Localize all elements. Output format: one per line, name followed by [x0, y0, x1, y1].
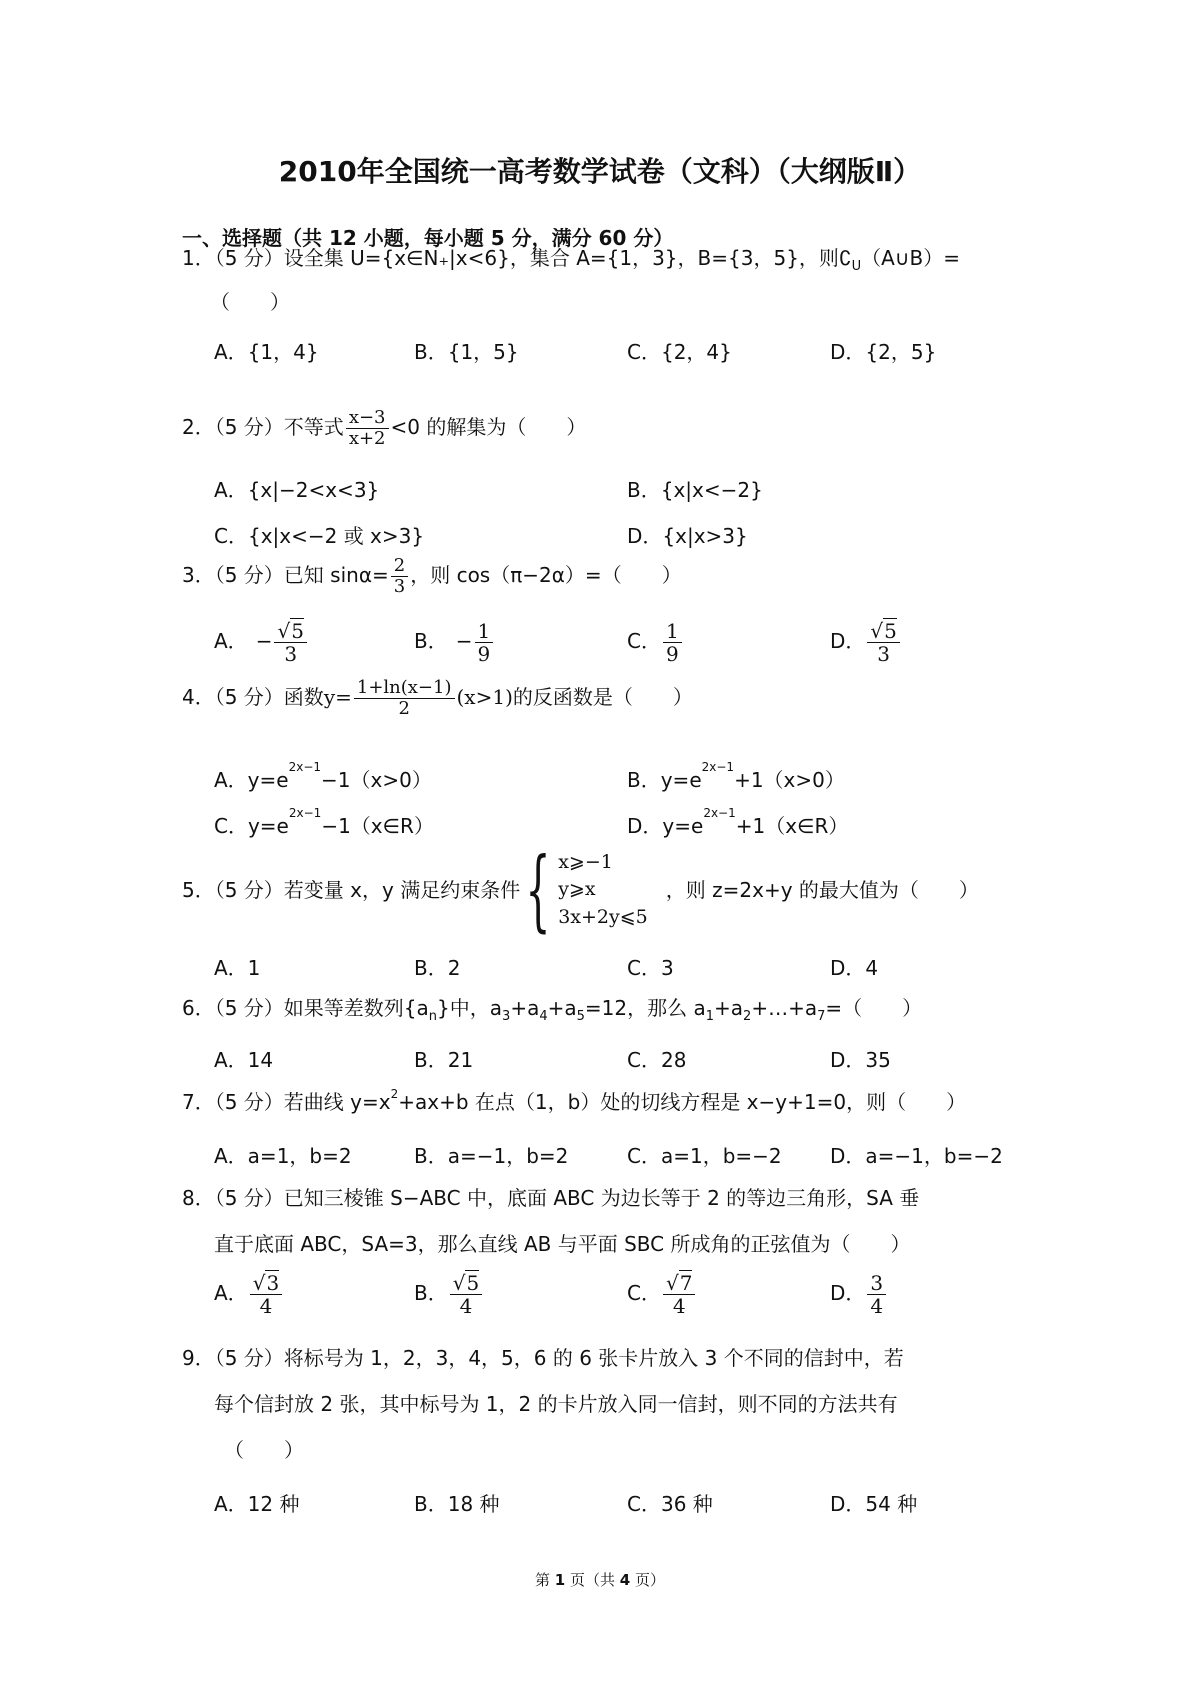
- q7-option-a: A．a=1，b=2: [214, 1144, 352, 1168]
- inequality-fraction: [346, 408, 389, 449]
- fraction-denominator: x+2: [348, 427, 386, 449]
- q6-subscript: 3: [502, 1009, 511, 1024]
- radicand: 7: [679, 1271, 693, 1295]
- option-label: C．: [627, 1281, 661, 1305]
- q6-text: +a: [547, 996, 577, 1020]
- q6-text: =12，那么 a: [584, 996, 706, 1020]
- q9-option-b: B．18 种: [414, 1492, 500, 1516]
- q4-option-b: [627, 760, 845, 793]
- q6-text: +…+a: [751, 996, 818, 1020]
- q6-option-d: D．35: [830, 1048, 891, 1072]
- q7-text: 7．（5 分）若曲线 y=x: [182, 1090, 391, 1114]
- radicand: 5: [466, 1271, 480, 1295]
- option-fraction: [867, 1272, 886, 1317]
- question-2-post: <0 的解集为（ ）: [390, 414, 587, 439]
- question-7: [182, 1087, 967, 1114]
- q6-subscript: 5: [576, 1009, 585, 1024]
- q6-option-c: C．28: [627, 1048, 687, 1072]
- q3-option-c: [627, 620, 684, 665]
- q5-option-a: A．1: [214, 956, 261, 980]
- option-rest: −1（x∈R）: [321, 814, 434, 838]
- option-fraction: [867, 620, 899, 665]
- exponent: 2x−1: [288, 806, 322, 820]
- q1-option-c: C．{2，4}: [627, 340, 732, 364]
- footer-total-pages: 4: [619, 1571, 631, 1589]
- sqrt-symbol: √: [870, 619, 884, 643]
- option-text: C．y=e: [214, 814, 289, 838]
- question-9-line-2: 每个信封放 2 张，其中标号为 1，2 的卡片放入同一信封，则不同的方法共有: [214, 1392, 898, 1416]
- question-4: [182, 678, 693, 719]
- option-text: D．y=e: [627, 814, 704, 838]
- q6-text: 6．（5 分）如果等差数列{a: [182, 996, 429, 1020]
- question-1-text: 1．（5 分）设全集 U={x∈N₊|x<6}，集合 A={1，3}，B={3，5}，则∁: [182, 246, 852, 270]
- footer-mid: 页（共: [565, 1571, 620, 1589]
- section-heading: 一、选择题（共 12 小题，每小题 5 分，满分 60 分）: [182, 226, 674, 250]
- sin-fraction: [391, 556, 408, 597]
- constraint-line: x⩾−1: [558, 850, 613, 873]
- constraint-system: [520, 838, 648, 941]
- option-fraction: [250, 1272, 282, 1317]
- fraction-denominator: 9: [477, 642, 491, 666]
- q7-option-b: B．a=−1，b=2: [414, 1144, 569, 1168]
- option-label: C．: [627, 629, 661, 653]
- q7-text: +ax+b 在点（1，b）处的切线方程是 x−y+1=0，则（ ）: [398, 1090, 967, 1114]
- fraction-numerator: 1+ln(x−1): [354, 678, 455, 699]
- option-rest: +1（x>0）: [734, 768, 845, 792]
- q6-text: +a: [714, 996, 744, 1020]
- question-9-blank: （ ）: [224, 1438, 304, 1462]
- fraction-denominator: 3: [284, 642, 298, 666]
- question-8-line-1: 8．（5 分）已知三棱锥 S−ABC 中，底面 ABC 为边长等于 2 的等边三角形，SA 垂: [182, 1186, 920, 1210]
- q9-option-d: D．54 种: [830, 1492, 918, 1516]
- question-3-pre: 3．（5 分）已知 sinα=: [182, 562, 389, 587]
- function-y: y=: [323, 684, 352, 709]
- sqrt-symbol: √: [665, 1271, 679, 1295]
- q6-text: }中，a: [437, 996, 503, 1020]
- question-1: [182, 246, 960, 274]
- fraction-denominator: 4: [259, 1294, 273, 1318]
- question-2-pre: 2．（5 分）不等式: [182, 414, 344, 439]
- option-fraction: [663, 620, 682, 665]
- radicand: 3: [266, 1271, 280, 1295]
- fraction-denominator: 9: [665, 642, 679, 666]
- q6-option-a: A．14: [214, 1048, 274, 1072]
- q9-option-a: A．12 种: [214, 1492, 300, 1516]
- fraction-denominator: 3: [877, 642, 891, 666]
- q9-option-c: C．36 种: [627, 1492, 713, 1516]
- q1-option-a: A．{1，4}: [214, 340, 319, 364]
- exponent: 2x−1: [701, 760, 735, 774]
- q3-option-d: [830, 620, 902, 665]
- option-label: B．: [414, 629, 448, 653]
- q7-option-c: C．a=1，b=−2: [627, 1144, 782, 1168]
- sqrt-symbol: √: [452, 1271, 466, 1295]
- fraction-denominator: 2: [398, 697, 410, 719]
- question-5-pre: 5．（5 分）若变量 x，y 满足约束条件: [182, 878, 521, 902]
- function-condition: (x>1): [456, 684, 513, 709]
- q3-option-a: [214, 620, 309, 665]
- exponent: 2x−1: [288, 760, 322, 774]
- option-fraction: [475, 620, 494, 665]
- sqrt-symbol: √: [252, 1271, 266, 1295]
- q8-option-a: [214, 1272, 284, 1317]
- q6-subscript: 2: [743, 1009, 752, 1024]
- option-text: B．y=e: [627, 768, 702, 792]
- q6-subscript: 1: [705, 1009, 715, 1024]
- constraint-line: 3x+2y⩽5: [558, 905, 648, 928]
- q6-text: =（ ）: [825, 996, 923, 1020]
- minus-sign: −: [455, 629, 473, 653]
- q2-option-b: B．{x|x<−2}: [627, 478, 763, 502]
- q6-subscript: n: [428, 1009, 438, 1024]
- option-rest: −1（x>0）: [321, 768, 432, 792]
- q5-option-d: D．4: [830, 956, 879, 980]
- fraction-numerator: 1: [663, 620, 682, 643]
- q4-option-c: [214, 806, 434, 839]
- q5-option-b: B．2: [414, 956, 461, 980]
- option-fraction: [450, 1272, 482, 1317]
- question-8-line-2: 直于底面 ABC，SA=3，那么直线 AB 与平面 SBC 所成角的正弦值为（ ）: [214, 1232, 911, 1256]
- question-3-post: ，则 cos（π−2α）=（ ）: [410, 562, 682, 587]
- page-title: 2010年全国统一高考数学试卷（文科）（大纲版Ⅱ）: [278, 155, 922, 188]
- option-text: A．y=e: [214, 768, 289, 792]
- radicand: 5: [291, 619, 304, 643]
- q1-option-b: B．{1，5}: [414, 340, 519, 364]
- radicand: 5: [884, 619, 897, 643]
- question-3: [182, 556, 682, 597]
- footer-page-number: 1: [554, 1571, 566, 1589]
- option-label: A．: [214, 629, 248, 653]
- footer-pre: 第: [535, 1571, 555, 1589]
- q4-option-d: [627, 806, 849, 839]
- exponent: 2x−1: [703, 806, 736, 820]
- q6-text: +a: [510, 996, 540, 1020]
- q2-option-c: C．{x|x<−2 或 x>3}: [214, 524, 425, 548]
- complement-subscript: U: [851, 259, 862, 274]
- q8-option-d: [830, 1272, 888, 1317]
- fraction-numerator: x−3: [346, 408, 389, 429]
- question-6: [182, 996, 923, 1024]
- fraction-numerator: 1: [475, 620, 494, 643]
- q6-subscript: 4: [539, 1009, 548, 1024]
- option-label: D．: [830, 629, 866, 653]
- q6-option-b: B．21: [414, 1048, 474, 1072]
- question-1-blank: （ ）: [210, 290, 290, 314]
- q2-option-a: A．{x|−2<x<3}: [214, 478, 380, 502]
- question-5: [182, 838, 979, 941]
- q1-option-d: D．{2，5}: [830, 340, 937, 364]
- function-fraction: [354, 678, 455, 719]
- fraction-denominator: 4: [870, 1294, 884, 1318]
- fraction-denominator: 3: [393, 575, 406, 597]
- option-fraction: [663, 1272, 695, 1317]
- sqrt-symbol: √: [277, 619, 291, 643]
- option-rest: +1（x∈R）: [735, 814, 849, 838]
- option-fraction: [274, 620, 306, 665]
- question-1-text-b: （A∪B）=: [861, 246, 960, 270]
- q4-option-a: [214, 760, 432, 793]
- question-4-pre: 4．（5 分）函数: [182, 684, 324, 709]
- footer-post: 页）: [630, 1571, 665, 1589]
- page-footer: [0, 1569, 1200, 1590]
- minus-sign: −: [255, 629, 273, 653]
- brace-icon: {: [525, 838, 551, 941]
- q3-option-b: [414, 620, 495, 665]
- fraction-denominator: 4: [672, 1294, 686, 1318]
- q7-option-d: D．a=−1，b=−2: [830, 1144, 1003, 1168]
- q8-option-c: [627, 1272, 697, 1317]
- question-9-line-1: 9．（5 分）将标号为 1，2，3，4，5，6 的 6 张卡片放入 3 个不同的信封中，若: [182, 1346, 904, 1370]
- q7-superscript: 2: [390, 1087, 399, 1101]
- fraction-numerator: 3: [867, 1272, 886, 1295]
- q8-option-b: [414, 1272, 484, 1317]
- constraint-line: y⩾x: [558, 878, 596, 901]
- fraction-numerator: 2: [391, 556, 408, 577]
- q6-subscript: 7: [817, 1009, 826, 1024]
- q5-option-c: C．3: [627, 956, 674, 980]
- question-2: [182, 408, 586, 449]
- question-4-post: 的反函数是（ ）: [512, 684, 693, 709]
- option-label: D．: [830, 1281, 866, 1305]
- question-5-post: ，则 z=2x+y 的最大值为（ ）: [665, 878, 979, 902]
- option-label: A．: [214, 1281, 248, 1305]
- q2-option-d: D．{x|x>3}: [627, 524, 748, 548]
- option-label: B．: [414, 1281, 448, 1305]
- fraction-denominator: 4: [459, 1294, 473, 1318]
